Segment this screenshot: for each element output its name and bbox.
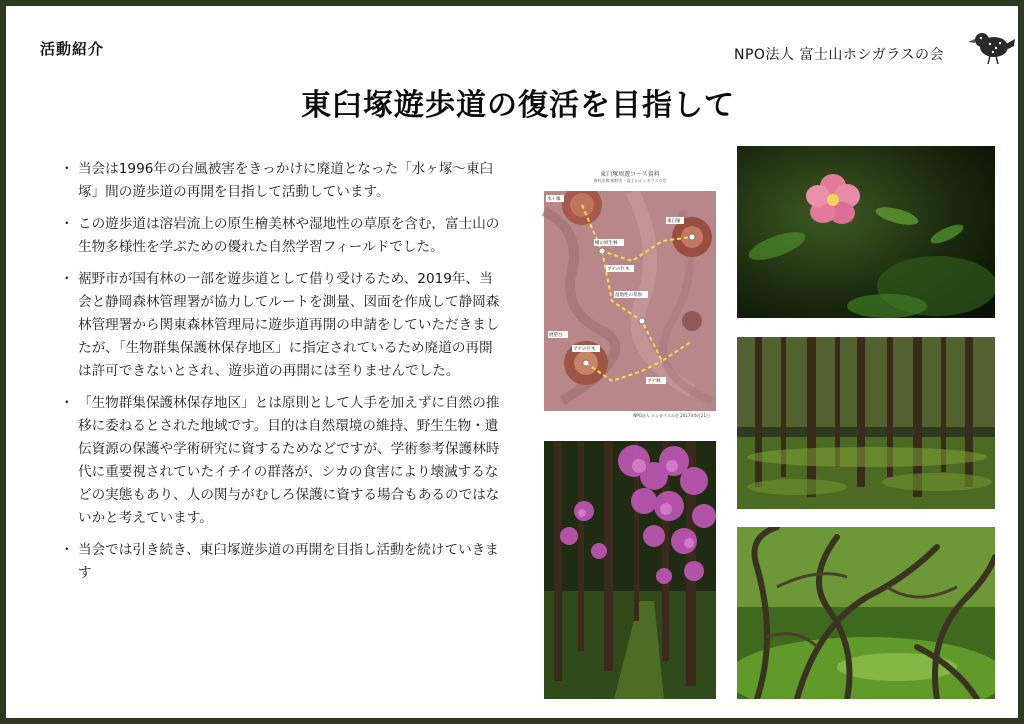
- bullet-item: ・ 「生物群集保護林保存地区」とは原則として人手を加えずに自然の推移に委ねるとされた地域です。目的は自然環境の維持、野生生物・遺伝資源の保護や学術研究に資するためなどですが、学術参考保護林時代に重要視されていたイチイの群落が、シカの食害により壊滅するなどの実態もあり、人の関与がむしろ保護に資する場合もあるのではないかと考えています。: [64, 392, 504, 530]
- page-title: 東臼塚遊歩道の復活を目指して: [301, 88, 735, 123]
- map-image: [542, 191, 718, 411]
- bullet-item: ・ 当会では引き続き、東臼塚遊歩道の再開を目指し活動を続けていきます: [64, 539, 504, 585]
- map-subtitle: 資料出典:裾野市・富士山ホシガラスの会: [593, 178, 667, 183]
- bullet-item: ・ 当会は1996年の台風被害をきっかけに廃道となった「水ヶ塚〜東臼塚」間の遊歩道の再開を目指して活動しています。: [64, 158, 504, 204]
- map-footer: NPO法人 ホシガラスの会 2017年6月21日: [633, 413, 710, 418]
- bullet-list: [64, 158, 504, 594]
- map-label: 展望台: [549, 333, 563, 338]
- map-title: 東臼塚周遊コース資料: [600, 171, 660, 178]
- trail-map: [542, 163, 718, 423]
- nutcracker-bird-logo-icon: [968, 26, 1016, 66]
- map-label: 水ヶ塚: [547, 197, 561, 202]
- map-label: ブナ林: [647, 379, 661, 384]
- organization-name: NPO法人 富士山ホシガラスの会: [734, 47, 944, 63]
- map-label: 檜の原生林: [595, 241, 618, 246]
- map-label: 東臼塚: [667, 219, 681, 224]
- moss-forest-photo: [737, 527, 995, 699]
- section-label: 活動紹介: [40, 40, 105, 58]
- wild-rose-photo: [737, 146, 995, 318]
- pink-azalea-forest-photo: [544, 441, 716, 699]
- bullet-item: ・ この遊歩道は溶岩流上の原生檜美林や湿地性の草原を含む，富士山の生物多様性を学ぶための優れた自然学習フィールドでした。: [64, 213, 504, 259]
- bullet-item: ・ 裾野市が国有林の一部を遊歩道として借り受けるため、2019年、当会と静岡森林管理署が協力してルートを測量、図面を作成して静岡森林管理署から関東森林管理局に遊歩道再開の申請をしていただきましたが、「生物群集保護林保存地区」に指定されているため廃道の再開は許可できないとされ、遊歩道の再開には至りませんでした。: [64, 268, 504, 383]
- map-label: 湿地性の草原: [615, 293, 642, 298]
- forest-trees-photo: [737, 337, 995, 509]
- map-label: ブナの巨木: [607, 267, 630, 272]
- map-label: ブナの巨木: [573, 347, 596, 352]
